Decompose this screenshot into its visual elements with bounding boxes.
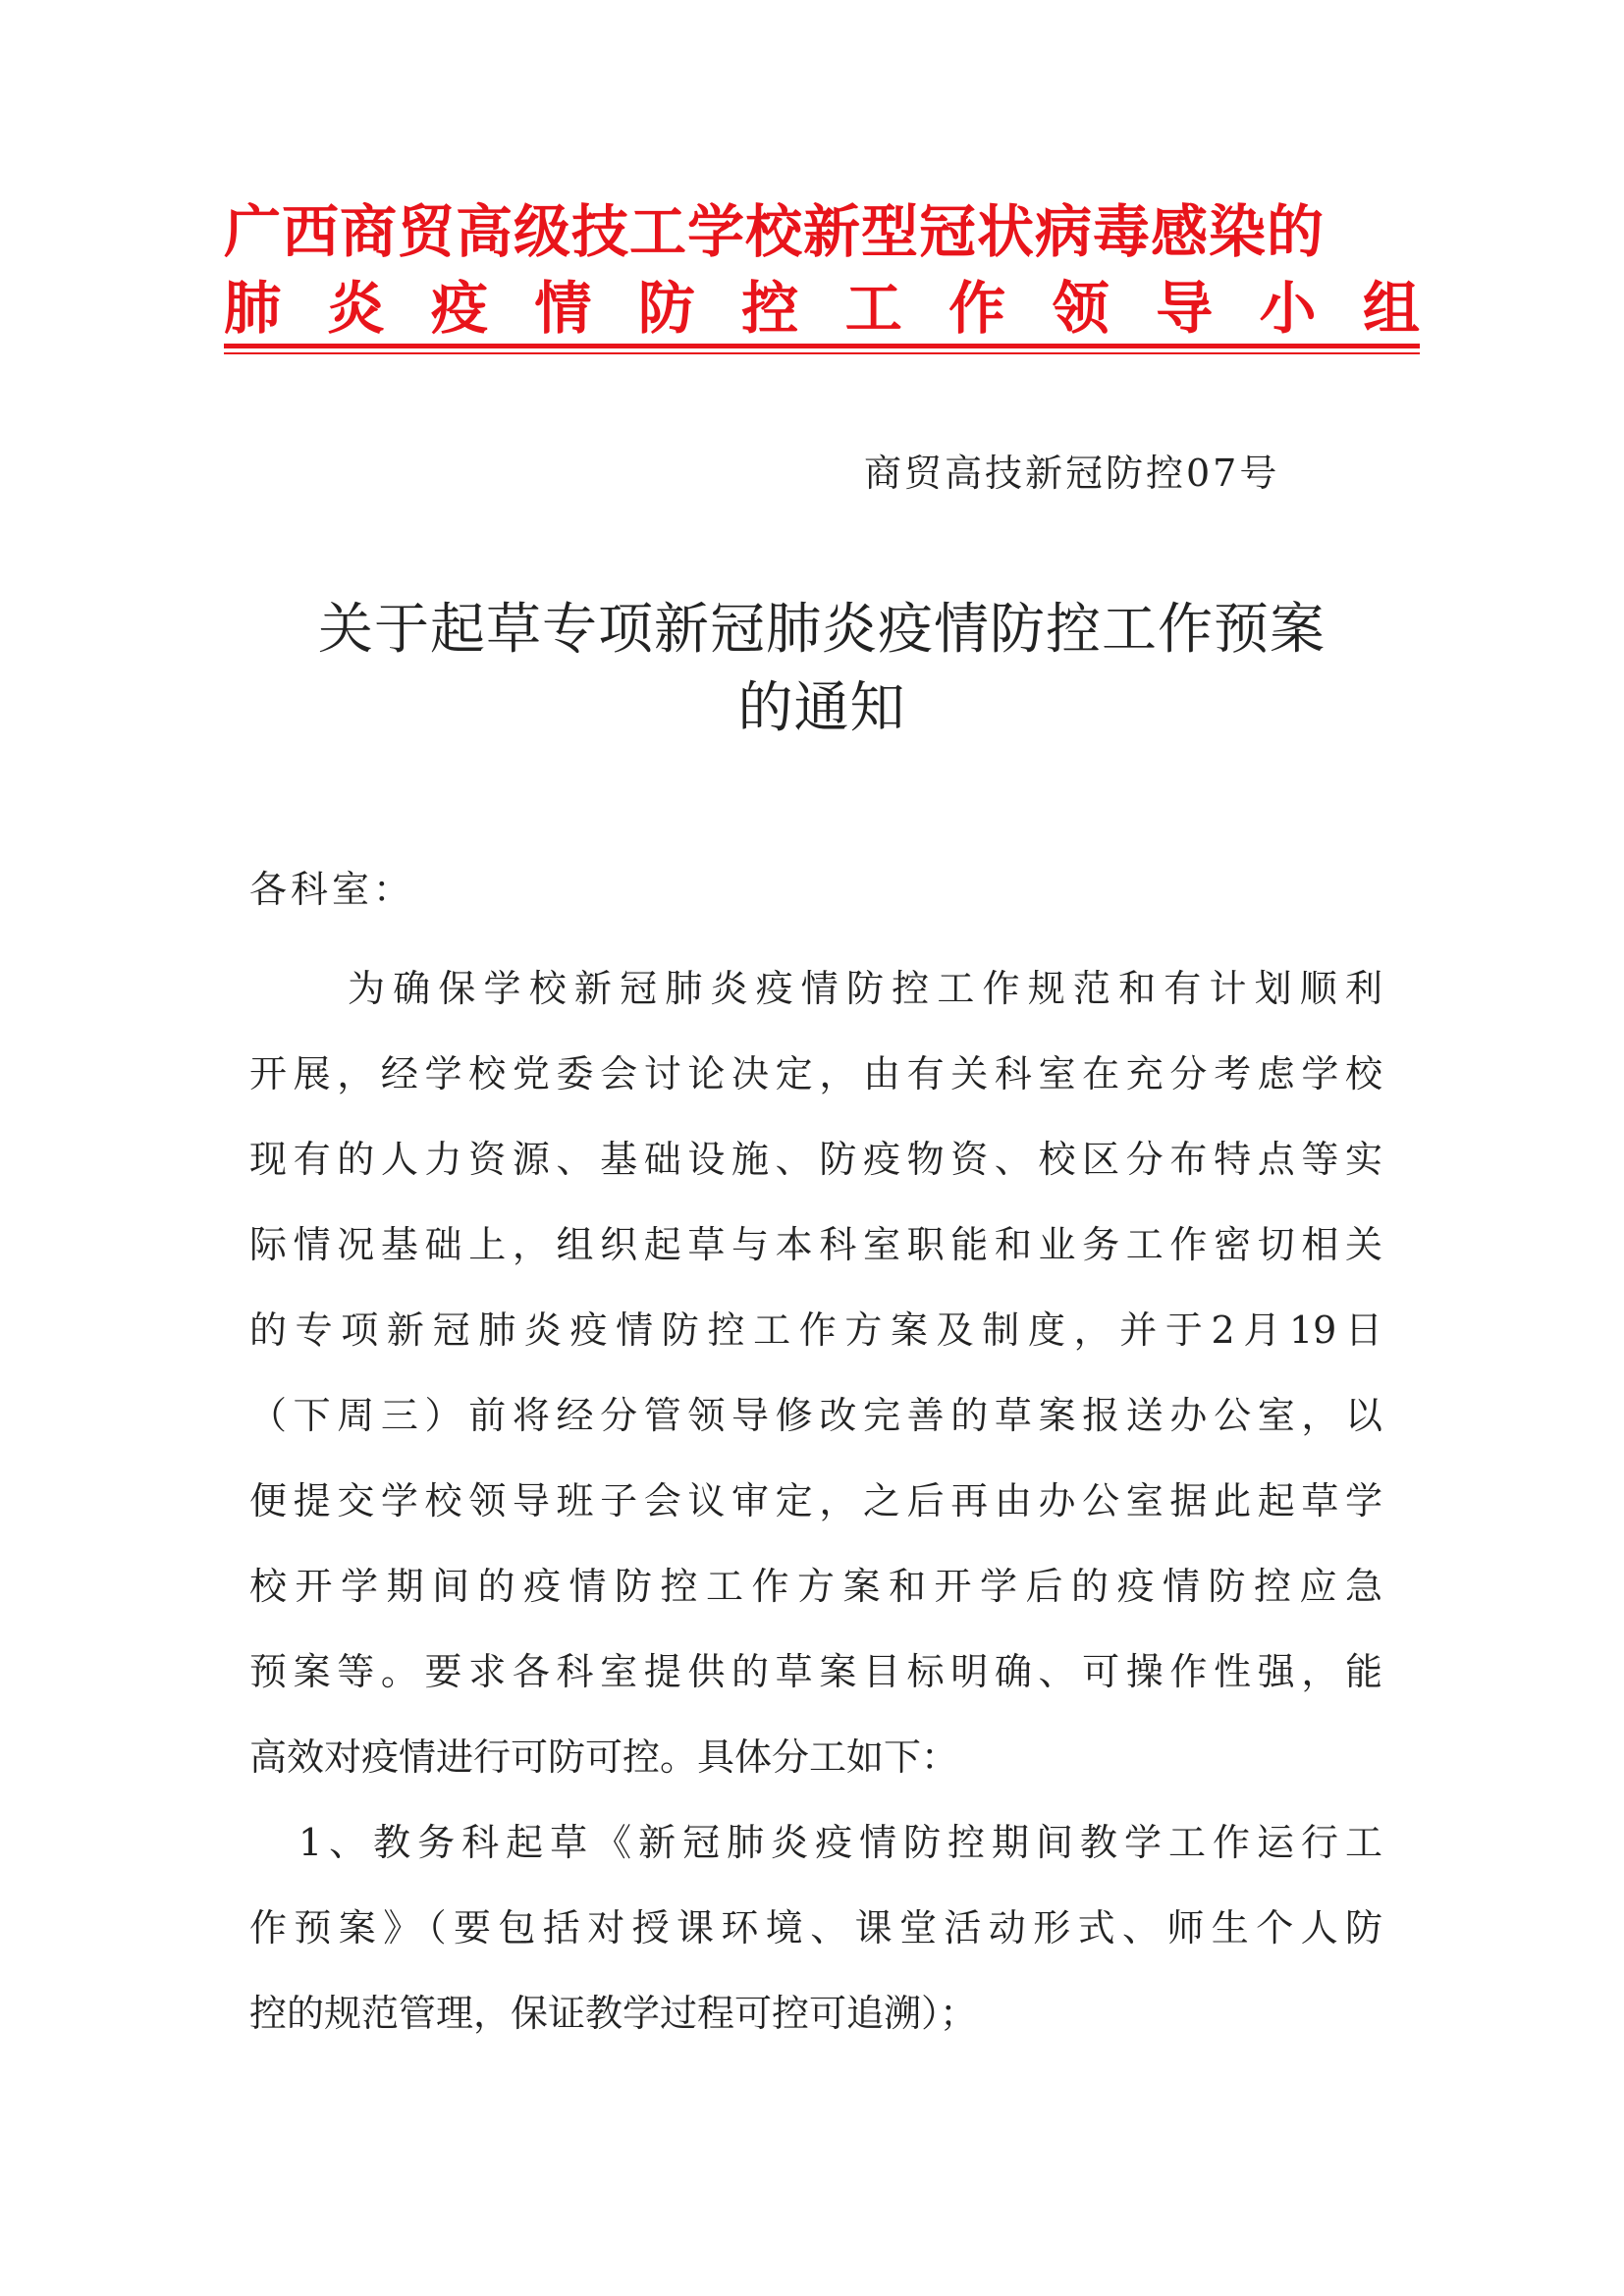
document-number: 商贸高技新冠防控07号: [864, 452, 1280, 495]
body-line: 控的规范管理，保证教学过程可控可追溯）；: [249, 1992, 978, 2035]
document-title-line-1: 关于起草专项新冠肺炎疫情防控工作预案: [318, 598, 1326, 662]
addressee: 各科室：: [249, 868, 415, 911]
body-line: 校开学期间的疫情防控工作方案和开学后的疫情防控应急: [249, 1565, 1382, 1608]
letterhead-rule-thin: [224, 352, 1420, 354]
body-line: 高效对疫情进行可防可控。具体分工如下：: [249, 1735, 959, 1779]
body-line: （下周三）前将经分管领导修改完善的草案报送办公室，以: [249, 1394, 1382, 1437]
letterhead-line-1: 广西商贸高级技工学校新型冠状病毒感染的: [224, 198, 1326, 265]
body-line: 际情况基础上，组织起草与本科室职能和业务工作密切相关: [249, 1223, 1382, 1266]
letterhead-rule-thick: [224, 344, 1420, 348]
document-title-line-2: 的通知: [737, 676, 906, 740]
body-line: 作预案》（要包括对授课环境、课堂活动形式、师生个人防: [249, 1906, 1382, 1949]
body-line: 的专项新冠肺炎疫情防控工作方案及制度，并于2月19日: [249, 1308, 1382, 1352]
body-line: 预案等。要求各科室提供的草案目标明确、可操作性强，能: [249, 1650, 1382, 1693]
body-text: [249, 946, 1382, 2056]
body-line: 现有的人力资源、基础设施、防疫物资、校区分布特点等实: [249, 1138, 1382, 1181]
body-line: 开展，经学校党委会讨论决定，由有关科室在充分考虑学校: [249, 1052, 1382, 1095]
body-line: 1、教务科起草《新冠肺炎疫情防控期间教学工作运行工: [298, 1821, 1382, 1864]
document-title: [224, 591, 1420, 748]
letterhead-line-2: 肺炎疫情防控工作领导小组: [224, 275, 1420, 342]
body-line: 为确保学校新冠肺炎疫情防控工作规范和有计划顺利: [348, 967, 1382, 1010]
body-line: 便提交学校领导班子会议审定，之后再由办公室据此起草学: [249, 1479, 1382, 1522]
